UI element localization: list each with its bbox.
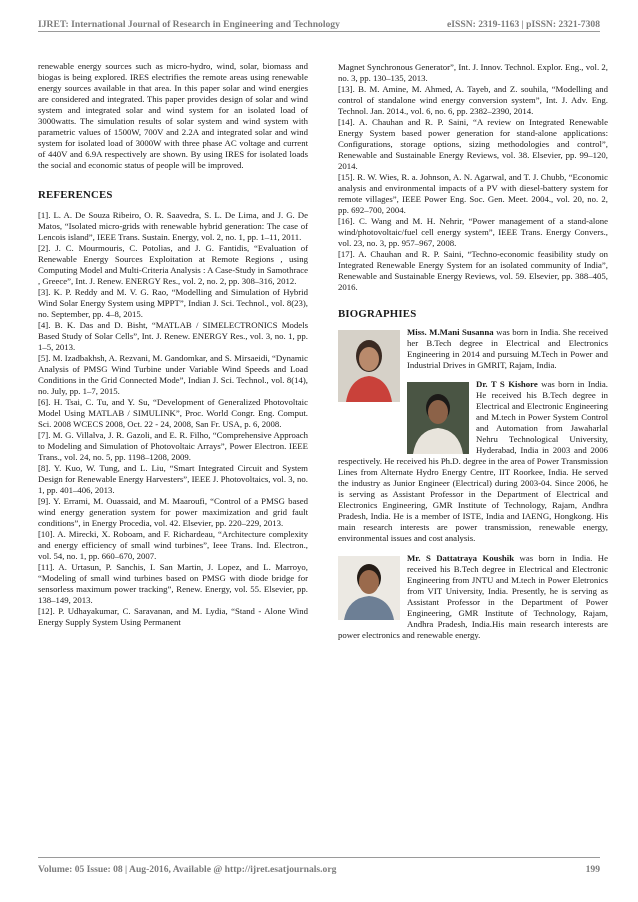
reference-item: [9]. Y. Errami, M. Ouassaid, and M. Maaroufi, “Control of a PMSG based wind energy generation system for power maximization and grid fault conditions”, in Energy Procedia, vol. 42. Elsevier, pp. 220–229, 2013.: [38, 496, 308, 528]
left-column: [38, 61, 308, 628]
running-header: [38, 10, 600, 30]
reference-item: [14]. A. Chauhan and R. P. Saini, “A review on Integrated Renewable Energy System based power generation for stand-alone applications: Configurations, storage options, sizing methodologies and control”, Renewable and Sustainable Energy Reviews, vol. 38. Elsevier, pp. 99–120, 2014.: [338, 117, 608, 171]
header-rule: [38, 31, 600, 32]
volume-info: Volume: 05 Issue: 08 | Aug-2016, Available @ http://ijret.esatjournals.org: [38, 863, 337, 875]
right-column: [338, 62, 608, 641]
reference-item: [15]. R. W. Wies, R. a. Johnson, A. N. Agarwal, and T. J. Chubb, “Economic analysis and environmental impacts of a PV with diesel-battery system for remote villages”, IEEE Power Eng. Soc. Gen. Meet. 2004., vol. 20, no. 2, pp. 692–700, 2004.: [338, 172, 608, 215]
portrait-icon: [338, 556, 400, 620]
biographies-heading: BIOGRAPHIES: [338, 308, 417, 320]
references-list-right: [338, 62, 608, 293]
reference-item: [8]. Y. Kuo, W. Tung, and L. Liu, “Smart Integrated Circuit and System Design for Renewable Energy Harvesters”, IEEE J. Photovoltaics, vol. 3, no. 1, pp. 401–406, 2013.: [38, 463, 308, 495]
reference-item: [11]. A. Urtasun, P. Sanchis, I. San Martin, J. Lopez, and L. Marroyo, “Modeling of small wind turbines based on PMSG with diode bridge for sensorless maximum power tracking”, Renew. Energy, vol. 55. Elsevier, pp. 138–149, 2013.: [38, 562, 308, 605]
bio-text: was born in India. She received her B.Tech degree in Electrical and Electronics Engineering in 2014 and pursuing M.Tech in Power and Industrial Drives in GMRIT, Rajam, India.: [407, 327, 608, 370]
journal-title: IJRET: International Journal of Research in Engineering and Technology: [38, 19, 340, 30]
running-footer: [38, 861, 600, 877]
biography-3: [338, 553, 608, 641]
bio-text: was born in India. He received his B.Tech degree in Electrical and Electronic Engineering from JNTU and M.tech in Power Eletronics from VIT University, India. Presently, he is serving as Assistant Professor in the Department of Power Engineering, GMR Institute of Technology, Rajam, Andhra Pradesh, India.His main research interests are power electronics and renewable energy.: [338, 553, 608, 640]
reference-item: [12]. P. Udhayakumar, C. Saravanan, and M. Lydia, “Stand - Alone Wind Energy Supply System Using Permanent: [38, 606, 308, 627]
footer-rule: [38, 857, 600, 858]
bio-name: Mr. S Dattatraya Koushik: [407, 553, 515, 563]
biography-1: [338, 327, 608, 371]
portrait-icon: [407, 382, 469, 454]
reference-item: [3]. K. P. Reddy and M. V. G. Rao, “Modelling and Simulation of Hybrid Wind Solar Energy System using MPPT”, Indian J. Sci. Technol., vol. 8(23), no. September, pp. 4–8, 2015.: [38, 287, 308, 319]
author-photo: [338, 330, 400, 402]
reference-item: [6]. H. Tsai, C. Tu, and Y. Su, “Development of Generalized Photovoltaic Model Using MATLAB / SIMULINK”, Proc. World Congr. Eng. Comput. Sci. 2008 WCECS 2008, Oct. 22 - 24, 2008, San Fr. USA, p. 6, 2008.: [38, 397, 308, 429]
issn: eISSN: 2319-1163 | pISSN: 2321-7308: [447, 19, 600, 30]
reference-item: [2]. J. C. Mourmouris, C. Potolias, and J. G. Fantidis, “Evaluation of Renewable Energy Sources Exploitation at Remote Regions , using Computing Model and Multi-Criteria Analysis : A Case-Study in Samothrace , Greece”, Int. J. Renew. ENERGY Res., vol. 2, no. 2, pp. 308–316, 2012.: [38, 243, 309, 286]
reference-item: [17]. A. Chauhan and R. P. Saini, “Techno-economic feasibility study on Integrated Renewable Energy System for an isolated community of India”, Renewable and Sustainable Energy Reviews, vol. 59. Elsevier, pp. 388–405, 2016.: [338, 249, 608, 292]
reference-item: [1]. L. A. De Souza Ribeiro, O. R. Saavedra, S. L. De Lima, and J. G. De Matos, “Isolated micro-grids with renewable hybrid generation: The case of Lencois island”, IEEE Trans. Sustain. Energy, vol. 2, no. 1, pp. 1–11, 2011.: [38, 210, 308, 242]
bio-name: Dr. T S Kishore: [476, 379, 538, 389]
references-heading: REFERENCES: [38, 189, 113, 201]
reference-item: [5]. M. Izadbakhsh, A. Rezvani, M. Gandomkar, and S. Mirsaeidi, “Dynamic Analysis of PMSG Wind Turbine under Variable Wind Speeds and Load Conditions in the Grid Connected Mode”, Indian J. Sci. Technol., vol. 8(14), no. July, pp. 1–7, 2015.: [38, 353, 308, 396]
reference-item: [7]. M. G. Villalva, J. R. Gazoli, and E. R. Filho, “Comprehensive Approach to Modeling and Simulation of Photovoltaic Arrays”, Power Electron. IEEE Trans., vol. 24, no. 5, pp. 1198–1208, 2009.: [38, 430, 308, 462]
biography-2: [338, 379, 608, 544]
bio-name: Miss. M.Mani Susanna: [407, 327, 494, 337]
author-photo: [407, 382, 469, 454]
portrait-icon: [338, 330, 400, 402]
references-list-left: [38, 210, 308, 628]
author-photo: [338, 556, 400, 620]
reference-item: [10]. A. Mirecki, X. Roboam, and F. Richardeau, “Architecture complexity and energy efficiency of small wind turbines”, Ieee Trans. Ind. Electron., vol. 54, no. 1, pp. 660–670, 2007.: [38, 529, 308, 561]
page-number: 199: [585, 863, 600, 875]
reference-item: Magnet Synchronous Generator”, Int. J. Innov. Technol. Explor. Eng., vol. 2, no. 3, pp. 130–135, 2013.: [338, 62, 608, 83]
reference-item: [13]. B. M. Amine, M. Ahmed, A. Tayeb, and Z. souhila, “Modelling and control of standalone wind energy conversion system”, Int. J. Adv. Eng. Technol. Jan. 2014., vol. 6, no. 6, pp. 2382–2390, 2014.: [338, 84, 608, 116]
reference-item: [16]. C. Wang and M. H. Nehrir, “Power management of a stand-alone wind/photovoltaic/fuel cell energy system”, IEEE Trans. Energy Convers., vol. 23, no. 3, pp. 957–967, 2008.: [338, 216, 608, 248]
reference-item: [4]. B. K. Das and D. Bisht, “MATLAB / SIMELECTRONICS Models Based Study of Solar Cells”, Int. J. Renew. ENERGY Res., vol. 3, no. 1, pp. 1–5, 2013.: [38, 320, 308, 352]
conclusion-paragraph: renewable energy sources such as micro-hydro, wind, solar, biomass and biogas is being explored. IRES electrifies the remote areas using renewable energy sources available in that area. In this paper solar and wind energies are considered and integrated. This paper provides design of solar and wind system and integrated solar and wind system for an isolated load of 3000watts. The simulation results of solar system and wind system with parametric values of 1500W, 700V and 2.2A and integrated solar and wind system for isolated load of 3000W with three phase AC voltage and current of 440V and 6.9A respectively are shown. By using IRES for isolated loads the social and economic status of people will be improved.: [38, 61, 308, 170]
bio-text: was born in India. He received his B.Tech degree in Electrical and Electronic Engineering and M.tech in Power System Control and Automation from Jawaharlal Nehru Technological University, Hyderabad, India in 2003 and 2006 respectively. He received his Ph.D. degree in the area of Power Transmission Lines from Alternate Hydro Energy Centre, IIT Roorkee, India. He served the industry as Junior Engineer (Electrical) during 2003-04. Since 2006, he is serving as Assistant Professor in the Department of Electrical and Electronics Engineering, GMR Institute of Technology, Rajam, Andhra Pradesh, India. He is a member of ISTE, India and IAENG, Hongkong. His main research interests are power transmission, renewable energy, environmental issues and cost analysis.: [338, 379, 608, 543]
